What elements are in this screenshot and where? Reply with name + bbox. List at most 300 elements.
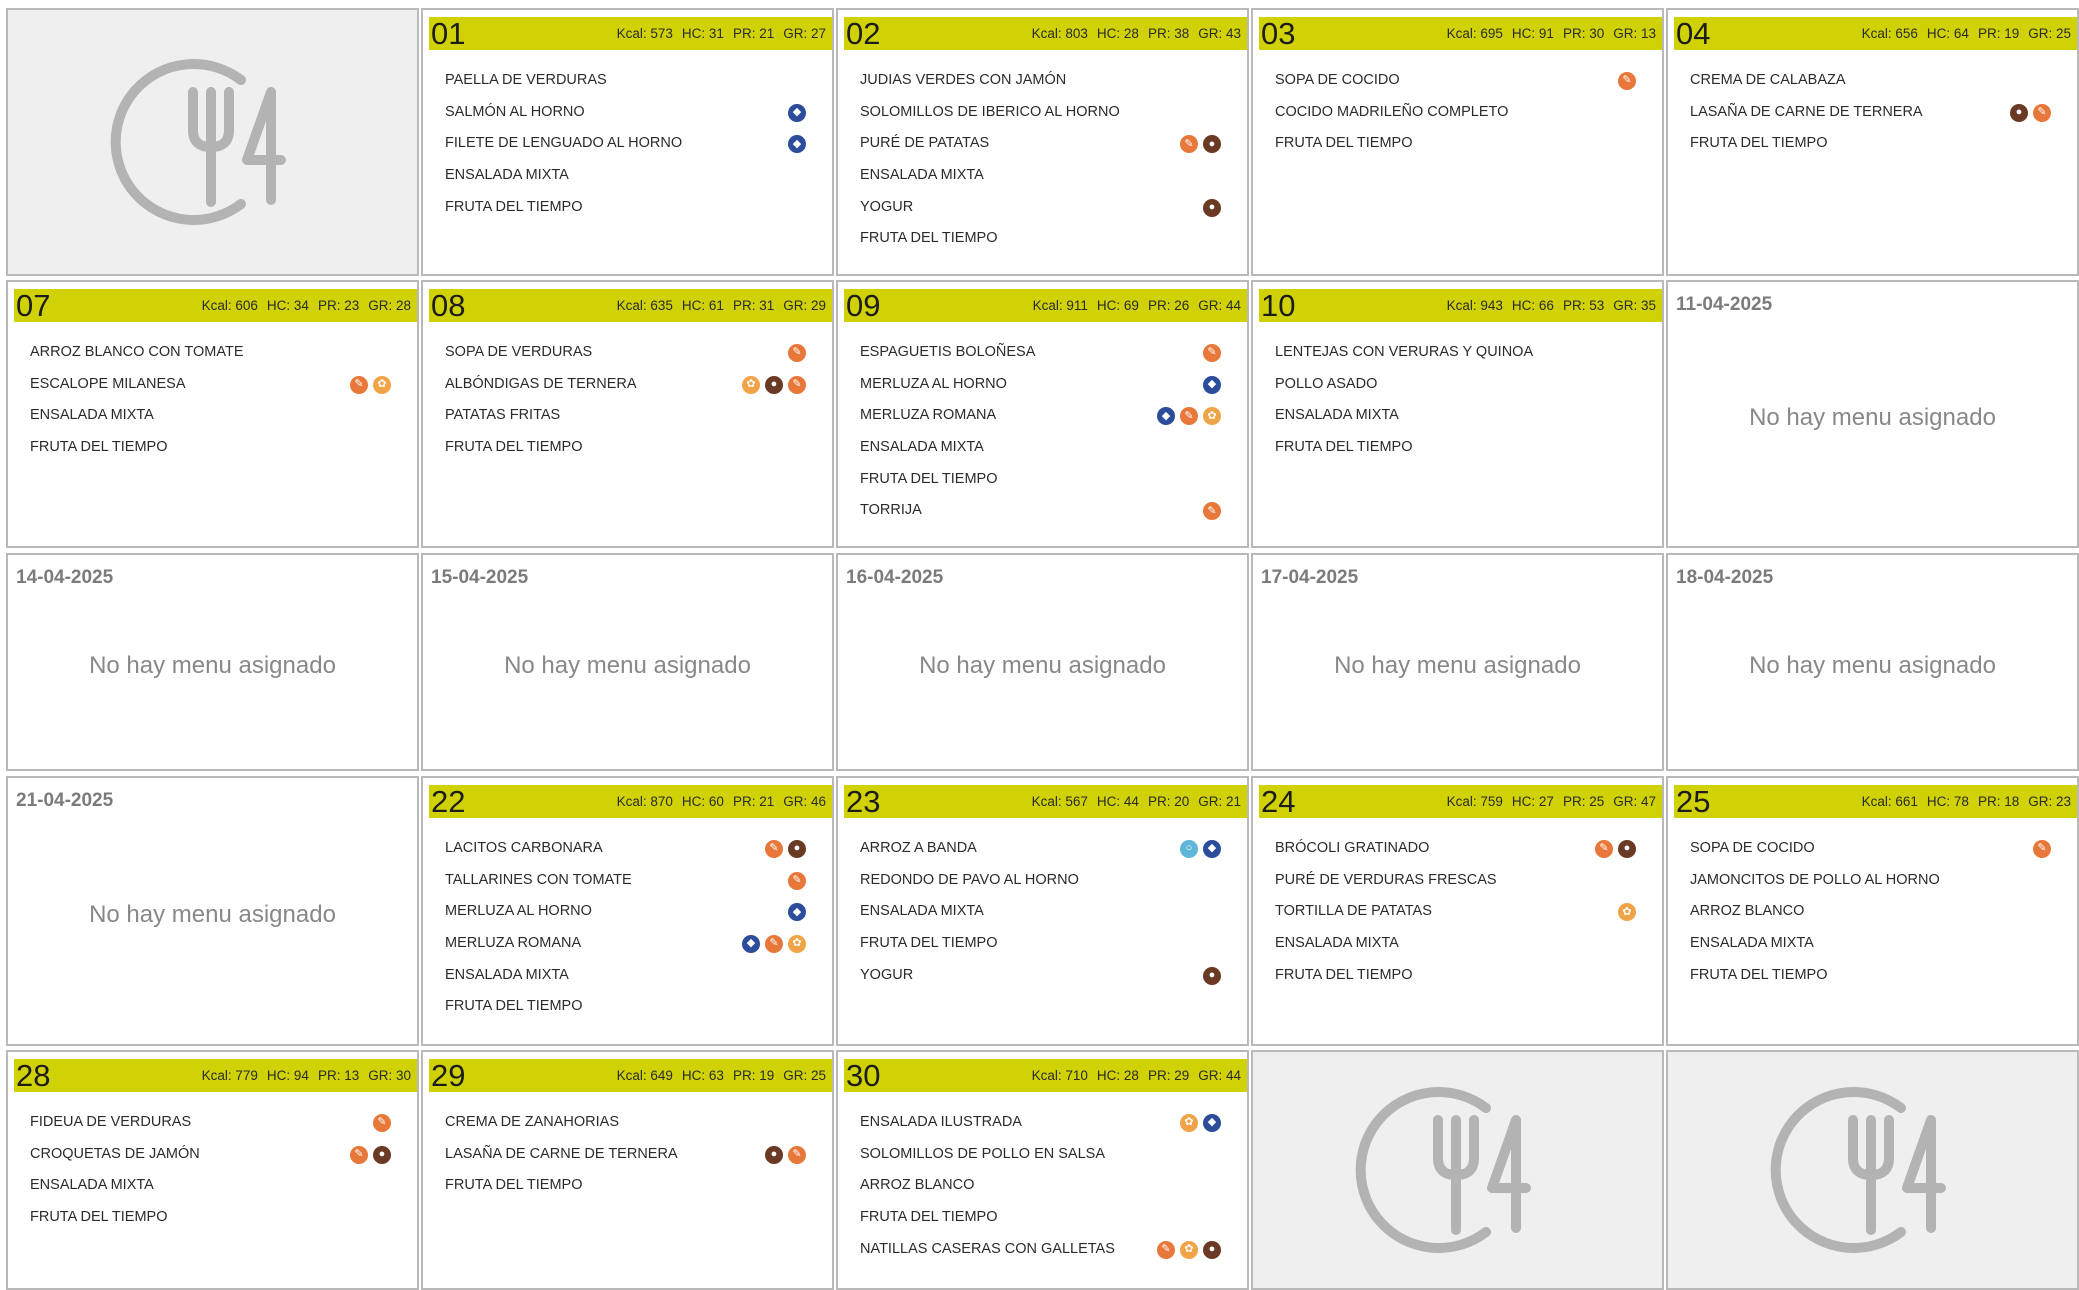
dish-item	[30, 369, 391, 401]
nutrition-summary	[202, 289, 411, 322]
crustaceo-allergen-icon: ✿	[1180, 1241, 1198, 1259]
nutrition-gr: GR: 43	[1198, 26, 1241, 41]
dish-list	[860, 337, 1221, 527]
dish-item	[860, 896, 1221, 928]
day-number: 22	[431, 784, 466, 819]
no-menu-message: No hay menu asignado	[919, 652, 1166, 680]
dish-item	[30, 1107, 391, 1139]
nutrition-gr: GR: 13	[1613, 26, 1656, 41]
day-cell-menu	[1666, 776, 2079, 1046]
nutrition-kcal: Kcal: 573	[616, 26, 673, 41]
nutrition-pr: PR: 53	[1562, 298, 1605, 313]
allergen-icons	[765, 1139, 806, 1171]
dish-item	[860, 400, 1221, 432]
allergen-icons	[350, 1139, 391, 1171]
crustaceo-allergen-icon: ✿	[742, 376, 760, 394]
dish-item	[1275, 400, 1636, 432]
dish-list	[445, 65, 806, 223]
nutrition-hc: HC: 94	[266, 1068, 309, 1083]
dish-item	[445, 960, 806, 992]
nutrition-summary	[1033, 289, 1241, 322]
dish-name: LENTEJAS CON VERURAS Y QUINOA	[1275, 344, 1534, 360]
dish-name: ENSALADA MIXTA	[860, 167, 984, 184]
dish-item	[30, 1170, 391, 1202]
dish-name: TORTILLA DE PATATAS	[1275, 903, 1432, 920]
dish-name: FRUTA DEL TIEMPO	[860, 1209, 998, 1226]
dish-item	[860, 97, 1221, 129]
dish-item	[1275, 432, 1636, 464]
day-number: 08	[431, 288, 466, 323]
dish-name: PURÉ DE PATATAS	[860, 135, 990, 152]
day-number: 02	[846, 16, 881, 51]
nutrition-gr: GR: 35	[1613, 298, 1656, 313]
day-number: 04	[1676, 16, 1711, 51]
dish-list	[860, 1107, 1221, 1265]
dish-item	[445, 160, 806, 192]
nutrition-pr: PR: 13	[317, 1068, 360, 1083]
no-menu-message: No hay menu asignado	[1334, 652, 1581, 680]
nutrition-kcal: Kcal: 779	[201, 1068, 258, 1083]
nutrition-pr: PR: 21	[732, 26, 775, 41]
nutrition-summary	[617, 785, 826, 818]
nutrition-gr: GR: 44	[1198, 298, 1241, 313]
date-label: 15-04-2025	[431, 567, 529, 588]
dish-name: ALBÓNDIGAS DE TERNERA	[445, 375, 637, 392]
dish-item	[860, 833, 1221, 865]
dish-item	[445, 1107, 806, 1139]
nutrition-gr: GR: 47	[1613, 794, 1656, 809]
nutrition-gr: GR: 25	[783, 1068, 826, 1083]
day-cell-menu	[1251, 776, 1664, 1046]
nutrition-hc: HC: 34	[266, 298, 309, 313]
gluten-allergen-icon: ✎	[788, 376, 806, 394]
dish-name: FRUTA DEL TIEMPO	[1690, 966, 1828, 983]
allergen-icons	[765, 833, 806, 865]
dish-name: FRUTA DEL TIEMPO	[860, 935, 998, 952]
nutrition-hc: HC: 44	[1096, 794, 1139, 809]
dish-name: FIDEUA DE VERDURAS	[30, 1114, 192, 1130]
dish-name: ENSALADA MIXTA	[30, 407, 154, 424]
nutrition-summary	[1862, 785, 2071, 818]
day-number: 28	[16, 1058, 51, 1093]
nutrition-summary	[617, 1059, 826, 1092]
nutrition-summary	[1032, 1059, 1241, 1092]
day-number: 29	[431, 1058, 466, 1093]
nutrition-kcal: Kcal: 695	[1446, 26, 1503, 41]
nutrition-gr: GR: 30	[368, 1068, 411, 1083]
dish-name: MERLUZA ROMANA	[445, 935, 582, 952]
nutrition-gr: GR: 27	[783, 26, 826, 41]
pescado-allergen-icon: ◆	[788, 903, 806, 921]
allergen-icons	[1157, 400, 1221, 432]
nutrition-summary	[1447, 785, 1656, 818]
logo-cell	[1251, 1050, 1664, 1290]
dish-item	[445, 928, 806, 960]
nutrition-kcal: Kcal: 661	[1861, 794, 1918, 809]
nutrition-kcal: Kcal: 656	[1861, 26, 1918, 41]
dish-item	[445, 865, 806, 897]
dish-item	[1275, 896, 1636, 928]
dish-name: ENSALADA MIXTA	[30, 1177, 154, 1194]
allergen-icons	[788, 128, 806, 160]
allergen-icons	[1618, 896, 1636, 928]
gluten-allergen-icon: ✎	[1618, 72, 1636, 90]
dish-name: FRUTA DEL TIEMPO	[30, 439, 168, 456]
nutrition-gr: GR: 29	[783, 298, 826, 313]
day-number: 23	[846, 784, 881, 819]
nutrition-summary	[617, 289, 826, 322]
dish-item	[1275, 928, 1636, 960]
pescado-allergen-icon: ◆	[742, 935, 760, 953]
day-cell-menu	[6, 1050, 419, 1290]
dish-item	[1275, 65, 1636, 97]
dish-item	[445, 1170, 806, 1202]
date-label: 11-04-2025	[1676, 294, 1773, 315]
nutrition-gr: GR: 28	[368, 298, 411, 313]
dish-name: ENSALADA MIXTA	[1275, 407, 1399, 424]
nutrition-hc: HC: 28	[1096, 26, 1139, 41]
nutrition-hc: HC: 27	[1511, 794, 1554, 809]
nutrition-hc: HC: 60	[681, 794, 724, 809]
dish-item	[445, 991, 806, 1023]
day-cell-empty	[1666, 553, 2079, 771]
day-cell-menu	[421, 8, 834, 276]
nutrition-gr: GR: 46	[783, 794, 826, 809]
dish-list	[860, 65, 1221, 255]
allergen-icons	[1595, 833, 1636, 865]
dish-name: ENSALADA MIXTA	[860, 903, 984, 920]
allergen-icons	[1180, 833, 1221, 865]
day-cell-empty	[421, 553, 834, 771]
dish-name: FRUTA DEL TIEMPO	[445, 198, 583, 215]
dish-name: NATILLAS CASERAS CON GALLETAS	[860, 1240, 1115, 1257]
day-header-bar	[1674, 785, 2077, 818]
dish-name: MERLUZA AL HORNO	[445, 903, 592, 920]
restaurant-logo-icon	[1783, 1080, 1963, 1260]
dish-list	[1690, 833, 2051, 991]
date-label: 21-04-2025	[16, 790, 114, 811]
day-cell-menu	[836, 1050, 1249, 1290]
day-header-bar	[1259, 289, 1662, 322]
day-number: 25	[1676, 784, 1711, 819]
dish-item	[860, 160, 1221, 192]
day-cell-empty	[1666, 280, 2079, 548]
dish-item	[1275, 128, 1636, 160]
day-cell-empty	[836, 553, 1249, 771]
day-number: 07	[16, 288, 51, 323]
no-menu-message: No hay menu asignado	[504, 652, 751, 680]
dish-item	[30, 1202, 391, 1234]
dish-list	[445, 337, 806, 464]
dish-name: LASAÑA DE CARNE DE TERNERA	[1690, 103, 1923, 120]
day-header-bar	[844, 289, 1247, 322]
dish-item	[445, 432, 806, 464]
nutrition-hc: HC: 63	[681, 1068, 724, 1083]
dish-name: LACITOS CARBONARA	[445, 840, 603, 856]
dish-name: SALMÓN AL HORNO	[445, 103, 585, 120]
allergen-icons	[1203, 192, 1221, 224]
dish-item	[1275, 960, 1636, 992]
dish-item	[1275, 337, 1636, 369]
dish-item	[1275, 369, 1636, 401]
dish-name: COCIDO MADRILEÑO COMPLETO	[1275, 103, 1509, 120]
allergen-icons	[1203, 960, 1221, 992]
nutrition-kcal: Kcal: 870	[616, 794, 673, 809]
dish-item	[860, 865, 1221, 897]
allergen-icons	[788, 865, 806, 897]
nutrition-hc: HC: 61	[681, 298, 724, 313]
nutrition-gr: GR: 21	[1198, 794, 1241, 809]
dish-name: CREMA DE CALABAZA	[1690, 72, 1846, 88]
day-header-bar	[1259, 17, 1662, 50]
dish-name: PURÉ DE VERDURAS FRESCAS	[1275, 871, 1497, 888]
day-header-bar	[429, 289, 832, 322]
dish-name: SOPA DE VERDURAS	[445, 344, 593, 360]
day-cell-menu	[6, 280, 419, 548]
day-number: 10	[1261, 288, 1296, 323]
dish-item	[860, 432, 1221, 464]
pescado-allergen-icon: ◆	[1203, 376, 1221, 394]
crustaceo-allergen-icon: ✿	[1180, 1114, 1198, 1132]
dish-item	[860, 1234, 1221, 1266]
gluten-allergen-icon: ✎	[1203, 502, 1221, 520]
allergen-icons	[350, 369, 391, 401]
day-header-bar	[844, 17, 1247, 50]
dish-name: YOGUR	[860, 198, 914, 215]
nutrition-kcal: Kcal: 803	[1031, 26, 1088, 41]
dish-item	[445, 65, 806, 97]
restaurant-logo-icon	[1368, 1080, 1548, 1260]
no-menu-message: No hay menu asignado	[89, 652, 336, 680]
dish-name: FRUTA DEL TIEMPO	[445, 439, 583, 456]
allergen-icons	[373, 1107, 391, 1139]
dish-item	[1690, 65, 2051, 97]
nutrition-hc: HC: 78	[1926, 794, 1969, 809]
dish-item	[1690, 97, 2051, 129]
nutrition-pr: PR: 21	[732, 794, 775, 809]
dish-item	[860, 337, 1221, 369]
dish-name: ESPAGUETIS BOLOÑESA	[860, 344, 1036, 360]
dish-name: FRUTA DEL TIEMPO	[1690, 135, 1828, 152]
gluten-allergen-icon: ✎	[765, 840, 783, 858]
gluten-allergen-icon: ✎	[373, 1114, 391, 1132]
dish-item	[1690, 960, 2051, 992]
day-cell-empty	[6, 776, 419, 1046]
dish-name: FRUTA DEL TIEMPO	[445, 1177, 583, 1194]
day-cell-menu	[1251, 280, 1664, 548]
dish-list	[1690, 65, 2051, 160]
dish-item	[860, 464, 1221, 496]
allergen-icons	[742, 369, 806, 401]
dish-name: SOPA DE COCIDO	[1690, 840, 1815, 856]
day-cell-menu	[836, 776, 1249, 1046]
dish-item	[1275, 865, 1636, 897]
dish-item	[860, 223, 1221, 255]
nutrition-kcal: Kcal: 649	[616, 1068, 673, 1083]
nutrition-pr: PR: 31	[732, 298, 775, 313]
nutrition-hc: HC: 28	[1096, 1068, 1139, 1083]
gluten-allergen-icon: ✎	[788, 344, 806, 362]
allergen-icons	[1157, 1234, 1221, 1266]
dish-item	[860, 960, 1221, 992]
nutrition-pr: PR: 29	[1147, 1068, 1190, 1083]
nutrition-pr: PR: 38	[1147, 26, 1190, 41]
nutrition-pr: PR: 19	[732, 1068, 775, 1083]
gluten-allergen-icon: ✎	[1180, 135, 1198, 153]
dish-item	[445, 369, 806, 401]
day-cell-empty	[6, 553, 419, 771]
gluten-allergen-icon: ✎	[788, 1146, 806, 1164]
dish-name: TALLARINES CON TOMATE	[445, 871, 632, 888]
dish-name: REDONDO DE PAVO AL HORNO	[860, 871, 1079, 888]
dish-name: ESCALOPE MILANESA	[30, 375, 186, 392]
nutrition-gr: GR: 23	[2028, 794, 2071, 809]
dish-name: TORRIJA	[860, 502, 922, 519]
logo-cell	[1666, 1050, 2079, 1290]
nutrition-summary	[1862, 17, 2071, 50]
day-header-bar	[1674, 17, 2077, 50]
nutrition-summary	[1032, 17, 1241, 50]
day-cell-menu	[1666, 8, 2079, 276]
dish-name: SOPA DE COCIDO	[1275, 72, 1400, 88]
dish-item	[445, 337, 806, 369]
day-cell-menu	[836, 280, 1249, 548]
nutrition-hc: HC: 91	[1511, 26, 1554, 41]
dish-name: PAELLA DE VERDURAS	[445, 72, 607, 88]
restaurant-logo-icon	[123, 52, 303, 232]
dish-name: SOLOMILLOS DE IBERICO AL HORNO	[860, 103, 1120, 120]
pescado-allergen-icon: ◆	[788, 135, 806, 153]
nutrition-kcal: Kcal: 911	[1032, 298, 1088, 313]
day-cell-menu	[421, 776, 834, 1046]
nutrition-kcal: Kcal: 606	[201, 298, 258, 313]
dish-name: JAMONCITOS DE POLLO AL HORNO	[1690, 871, 1940, 888]
allergen-icons	[2010, 97, 2051, 129]
day-cell-empty	[1251, 553, 1664, 771]
dish-name: FRUTA DEL TIEMPO	[445, 998, 583, 1015]
nutrition-hc: HC: 64	[1926, 26, 1969, 41]
allergen-icons	[742, 928, 806, 960]
dish-name: CREMA DE ZANAHORIAS	[445, 1114, 620, 1130]
dish-name: ARROZ A BANDA	[860, 840, 977, 856]
nutrition-summary	[202, 1059, 411, 1092]
pescado-allergen-icon: ◆	[1203, 840, 1221, 858]
dish-item	[860, 1139, 1221, 1171]
dish-name: FRUTA DEL TIEMPO	[30, 1209, 168, 1226]
dish-name: ENSALADA MIXTA	[860, 439, 984, 456]
huevo-allergen-icon: ●	[765, 1146, 783, 1164]
dish-list	[445, 833, 806, 1023]
date-label: 14-04-2025	[16, 567, 114, 588]
dish-name: ARROZ BLANCO	[860, 1177, 975, 1194]
huevo-allergen-icon: ●	[373, 1146, 391, 1164]
dish-item	[1690, 833, 2051, 865]
dish-item	[30, 1139, 391, 1171]
dish-name: ENSALADA MIXTA	[1275, 935, 1399, 952]
nutrition-pr: PR: 25	[1562, 794, 1605, 809]
pescado-allergen-icon: ◆	[788, 104, 806, 122]
gluten-allergen-icon: ✎	[765, 935, 783, 953]
crustaceo-allergen-icon: ✿	[1618, 903, 1636, 921]
dish-item	[860, 495, 1221, 527]
dish-item	[860, 128, 1221, 160]
huevo-allergen-icon: ●	[1203, 967, 1221, 985]
nutrition-kcal: Kcal: 759	[1446, 794, 1503, 809]
nutrition-summary	[1032, 785, 1241, 818]
dish-item	[30, 400, 391, 432]
no-menu-message: No hay menu asignado	[1749, 404, 1996, 432]
day-cell-menu	[1251, 8, 1664, 276]
dish-name: FRUTA DEL TIEMPO	[1275, 966, 1413, 983]
dish-name: MERLUZA ROMANA	[860, 407, 997, 424]
molusco-allergen-icon: ○	[1180, 840, 1198, 858]
dish-list	[1275, 65, 1636, 160]
allergen-icons	[788, 896, 806, 928]
nutrition-hc: HC: 31	[681, 26, 724, 41]
allergen-icons	[1203, 337, 1221, 369]
crustaceo-allergen-icon: ✿	[373, 376, 391, 394]
gluten-allergen-icon: ✎	[350, 376, 368, 394]
dish-item	[1690, 865, 2051, 897]
day-number: 30	[846, 1058, 881, 1093]
dish-name: ENSALADA ILUSTRADA	[860, 1114, 1022, 1130]
gluten-allergen-icon: ✎	[1157, 1241, 1175, 1259]
dish-item	[1275, 97, 1636, 129]
allergen-icons	[1618, 65, 1636, 97]
allergen-icons	[2033, 833, 2051, 865]
dish-list	[445, 1107, 806, 1202]
day-header-bar	[1259, 785, 1662, 818]
nutrition-summary	[1447, 289, 1656, 322]
day-cell-menu	[421, 280, 834, 548]
day-number: 01	[431, 16, 466, 51]
day-header-bar	[844, 1059, 1247, 1092]
dish-name: ENSALADA MIXTA	[445, 966, 569, 983]
crustaceo-allergen-icon: ✿	[1203, 407, 1221, 425]
nutrition-pr: PR: 23	[317, 298, 360, 313]
dish-list	[1275, 833, 1636, 991]
day-header-bar	[14, 1059, 417, 1092]
day-cell-menu	[836, 8, 1249, 276]
nutrition-kcal: Kcal: 567	[1031, 794, 1088, 809]
pescado-allergen-icon: ◆	[1203, 1114, 1221, 1132]
date-label: 18-04-2025	[1676, 567, 1774, 588]
dish-list	[30, 1107, 391, 1234]
no-menu-message: No hay menu asignado	[89, 901, 336, 929]
dish-item	[860, 928, 1221, 960]
logo-cell	[6, 8, 419, 276]
allergen-icons	[788, 97, 806, 129]
nutrition-pr: PR: 18	[1977, 794, 2020, 809]
dish-item	[860, 1202, 1221, 1234]
no-menu-message: No hay menu asignado	[1749, 652, 1996, 680]
dish-name: JUDIAS VERDES CON JAMÓN	[860, 72, 1067, 88]
day-header-bar	[429, 17, 832, 50]
dish-item	[445, 97, 806, 129]
dish-item	[445, 400, 806, 432]
dish-item	[1275, 833, 1636, 865]
dish-list	[1275, 337, 1636, 464]
dish-item	[860, 1107, 1221, 1139]
huevo-allergen-icon: ●	[788, 840, 806, 858]
allergen-icons	[1180, 1107, 1221, 1139]
gluten-allergen-icon: ✎	[1180, 407, 1198, 425]
nutrition-summary	[1447, 17, 1656, 50]
dish-name: PATATAS FRITAS	[445, 407, 561, 424]
day-number: 09	[846, 288, 881, 323]
dish-item	[1690, 928, 2051, 960]
dish-item	[860, 369, 1221, 401]
